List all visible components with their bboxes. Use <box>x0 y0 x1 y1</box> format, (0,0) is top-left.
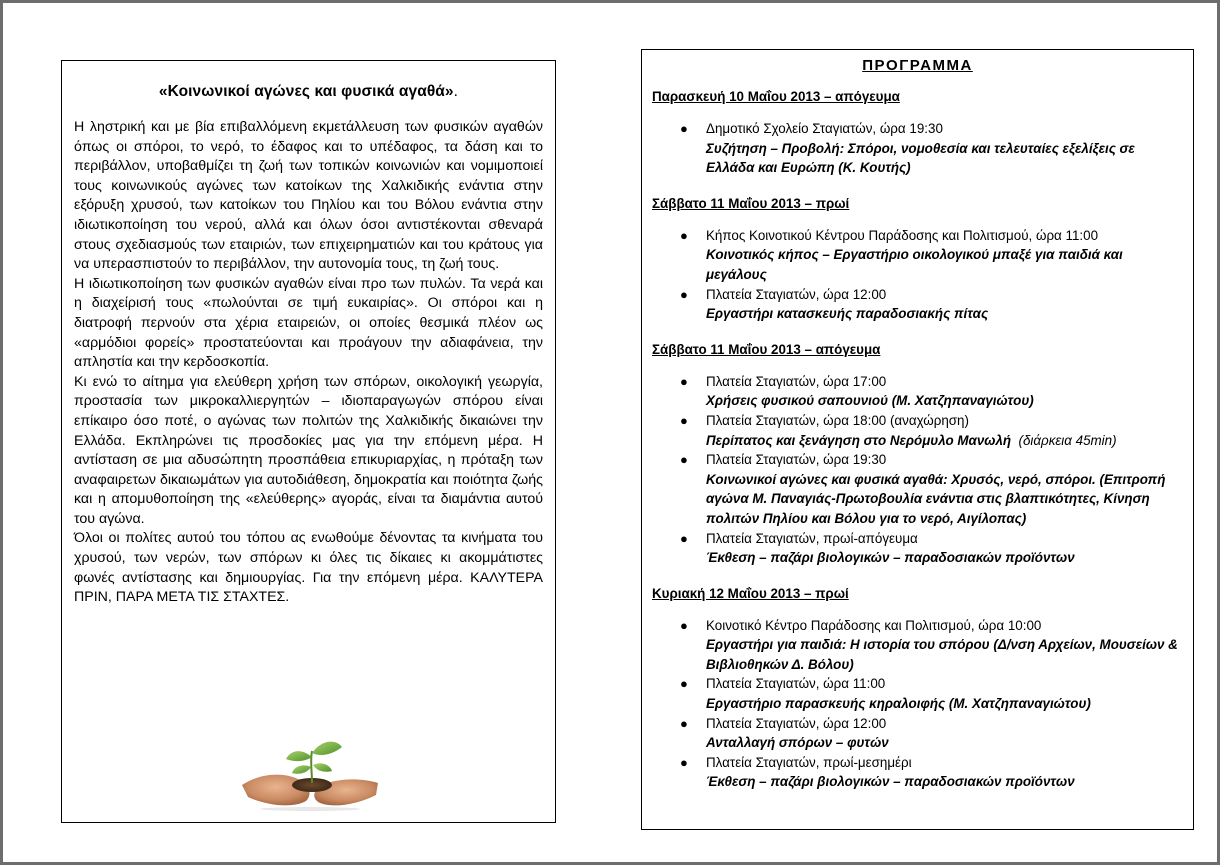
program-title: ΠΡΟΓΡΑΜΜΑ <box>862 57 973 74</box>
section-heading: Σάββατο 11 Μαΐου 2013 – πρωί <box>652 195 850 211</box>
bullet-icon: ● <box>680 121 688 136</box>
program-panel <box>641 49 1194 830</box>
event-list <box>652 616 1183 792</box>
bullet-icon: ● <box>680 715 688 731</box>
program-section <box>652 88 1183 178</box>
program-section <box>652 341 1183 568</box>
event-item <box>652 674 1183 713</box>
event-title: Εργαστήρι κατασκευής παραδοσιακής πίτας <box>706 306 989 322</box>
bullet-icon: ● <box>680 754 688 770</box>
essay-panel <box>61 60 556 823</box>
program-section <box>652 585 1183 792</box>
event-place: Δημοτικό Σχολείο Σταγιατών, ώρα 19:30 <box>706 121 943 136</box>
event-place: Πλατεία Σταγιατών, ώρα 12:00 <box>706 286 887 302</box>
event-place: Πλατεία Σταγιατών, πρωί-μεσημέρι <box>706 754 912 770</box>
event-title: Συζήτηση – Προβολή: Σπόροι, νομοθεσία και τελευταίες εξελίξεις σε Ελλάδα και Ευρώπη (Κ. Κουτής) <box>706 140 1135 176</box>
hands-holding-seedling-image <box>240 723 380 813</box>
essay-title-period: . <box>453 83 459 100</box>
event-item <box>652 226 1183 285</box>
event-title: Κοινοτικός κήπος – Εργαστήριο οικολογικού μπαξέ για παιδιά και μεγάλους <box>706 247 1123 282</box>
essay-paragraph: Η ιδιωτικοποίηση των φυσικών αγαθών είναι προ των πυλών. Τα νερά και η διαχείρισή τους «πωλούνται σε τιμή ευκαιρίας». Οι σπόροι και η διατροφή περνούν στα χέρια εταιρειών, οι οποίες θεσμικά πλέον ως «αρμόδιοι φορείς» προστατεύονται και προάγουν την αδιαφάνεια, την απληστία και την κερδοσκοπία. <box>74 275 543 371</box>
event-item <box>652 450 1183 528</box>
event-title <box>706 431 1183 451</box>
event-place: Πλατεία Σταγιατών, ώρα 18:00 (αναχώρηση) <box>706 412 969 428</box>
program-section <box>652 195 1183 324</box>
event-list <box>652 119 1183 178</box>
bullet-icon: ● <box>680 373 688 389</box>
event-duration: (διάρκεια 45min) <box>1018 432 1117 448</box>
event-place: Κήπος Κοινοτικού Κέντρου Παράδοσης και Πολιτισμού, ώρα 11:00 <box>706 227 1099 243</box>
bullet-icon: ● <box>680 617 688 633</box>
event-title: Ανταλλαγή σπόρων – φυτών <box>706 735 889 751</box>
event-item <box>652 119 1183 178</box>
bullet-icon: ● <box>680 452 688 468</box>
section-heading: Κυριακή 12 Μαΐου 2013 – πρωί <box>652 585 849 601</box>
event-item <box>652 753 1183 792</box>
essay-body <box>74 118 543 608</box>
event-place: Κοινοτικό Κέντρο Παράδοσης και Πολιτισμού, ώρα 10:00 <box>706 617 1042 633</box>
event-item <box>652 529 1183 568</box>
section-heading: Παρασκευή 10 Μαΐου 2013 – απόγευμα <box>652 89 900 104</box>
event-item <box>652 714 1183 753</box>
bullet-icon: ● <box>680 530 688 546</box>
event-title: Έκθεση – παζάρι βιολογικών – παραδοσιακών προϊόντων <box>706 550 1075 566</box>
event-list <box>652 372 1183 568</box>
event-title: Χρήσεις φυσικού σαπουνιού (Μ. Χατζηπαναγιώτου) <box>706 393 1034 409</box>
event-list <box>652 226 1183 324</box>
event-title: Κοινωνικοί αγώνες και φυσικά αγαθά: Χρυσός, νερό, σπόροι. (Επιτροπή αγώνα Μ. Παναγιάς-Πρωτοβουλία ενάντια στις βλαπτικότητες, Κίνηση πολιτών Πηλίου και Βόλου για το νερό, Αιγίλοπας) <box>706 471 1166 526</box>
event-title: Εργαστήριο παρασκευής κηραλοιφής (Μ. Χατζηπαναγιώτου) <box>706 696 1091 712</box>
essay-paragraph: Κι ενώ το αίτημα για ελεύθερη χρήση των σπόρων, οικολογική γεωργία, προστασία των μικροκαλλιεργητών – ιδιοπαραγωγών σπόρου είναι επίκαιρο όσο ποτέ, ο αγώνας των πολιτών της Χαλκιδικής δικαιώνει την Ελλάδα. Εκπληρώνει τις προσδοκίες μας για την επόμενη μέρα. Η αντίσταση σε μια αδυσώπητη προσπάθεια επικυριαρχίας, η πρόταξη των αναφαιρετων δικαιωμάτων για αυτοδιάθεση, δημοκρατία και ποιότητα ζωής και η απομυθοποίηση της «ελεύθερης» αγοράς, είναι τα διαμάντια αυτού του αγώνα. <box>74 373 543 527</box>
event-place: Πλατεία Σταγιατών, ώρα 12:00 <box>706 715 887 731</box>
event-item <box>652 616 1183 675</box>
section-heading: Σάββατο 11 Μαΐου 2013 – απόγευμα <box>652 341 881 357</box>
event-place: Πλατεία Σταγιατών, πρωί-απόγευμα <box>706 530 918 546</box>
event-title: Έκθεση – παζάρι βιολογικών – παραδοσιακών προϊόντων <box>706 774 1075 790</box>
essay-paragraph: Όλοι οι πολίτες αυτού του τόπου ας ενωθούμε δένοντας τα κινήματα του χρυσού, των νερών, των σπόρων κι όλες τις δίκαιες κι ακομμάτιστες φωνές αντίστασης και δημιουργίας. Για την επόμενη μέρα. ΚΑΛΥΤΕΡΑ ΠΡΙΝ, ΠΑΡΑ ΜΕΤΑ ΤΙΣ ΣΤΑΧΤΕΣ. <box>74 530 543 606</box>
bullet-icon: ● <box>680 412 688 428</box>
essay-paragraph: Η ληστρική και με βία επιβαλλόμενη εκμετάλλευση των φυσικών αγαθών όπως οι σπόροι, το νερό, το έδαφος και το υπέδαφος, τα δάση και το περιβάλλον, υποβαθμίζει τη ζωή των τοπικών κοινωνιών και νομιμοποιεί τους κοινωνικούς αγώνες των κατοίκων της Χαλκιδικής ενάντια στην εξόρυξη χρυσού, των κατοίκων του Πηλίου και του Βόλου ενάντια στην ιδιωτικοποίηση του νερού, αλλά και όλων όσοι αντιστέκονται σθεναρά στους σχεδιασμούς των εταιριών, των επιχειρηματιών και του κράτους για να υπερασπιστούν το περιβάλλον, την αυτονομία τους, τη ζωή τους. <box>74 119 543 273</box>
event-place: Πλατεία Σταγιατών, ώρα 19:30 <box>706 452 887 468</box>
essay-title <box>74 83 543 101</box>
event-place: Πλατεία Σταγιατών, ώρα 11:00 <box>706 676 886 692</box>
event-item <box>652 285 1183 324</box>
bullet-icon: ● <box>680 676 688 692</box>
event-item <box>652 372 1183 411</box>
event-place: Πλατεία Σταγιατών, ώρα 17:00 <box>706 373 887 389</box>
bullet-icon: ● <box>680 227 688 243</box>
event-title-text: Περίπατος και ξενάγηση στο Νερόμυλο Μανωλή <box>706 432 1012 448</box>
event-title: Εργαστήρι για παιδιά: Η ιστορία του σπόρου (Δ/νση Αρχείων, Μουσείων & Βιβλιοθηκών Δ. Βόλου) <box>706 637 1178 672</box>
event-item <box>652 411 1183 450</box>
bullet-icon: ● <box>680 286 688 302</box>
essay-title-text: «Κοινωνικοί αγώνες και φυσικά αγαθά» <box>158 83 454 100</box>
